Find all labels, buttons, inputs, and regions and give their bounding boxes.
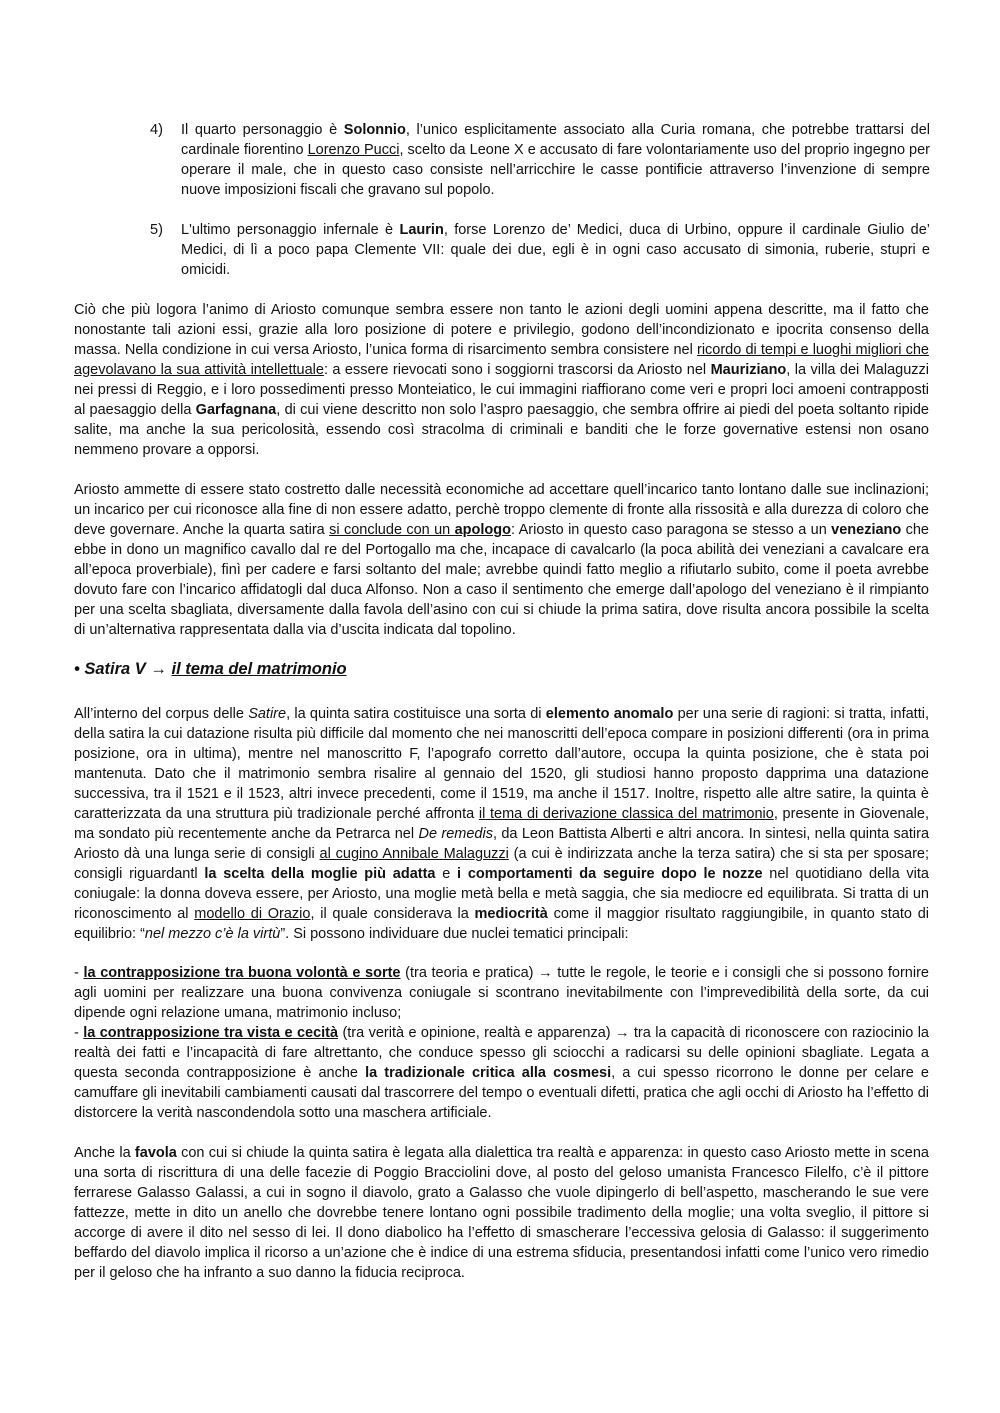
heading-prefix: • Satira V → bbox=[74, 660, 172, 678]
text-run: L'ultimo personaggio infernale è bbox=[181, 222, 400, 238]
text-run: Il quarto personaggio è bbox=[181, 122, 344, 138]
text-run: elemento anomalo bbox=[545, 706, 674, 722]
text-run: ”. Si possono individuare due nuclei tematici principali: bbox=[280, 926, 629, 942]
text-run: i comportamenti da seguire dopo le nozze bbox=[457, 866, 763, 882]
list-number: 5) bbox=[150, 222, 163, 238]
text-run: , forse Lorenzo de’ Medici, duca di Urbino, oppure il cardinale Giulio de’ Medici, di lì a poco papa Clemente VII: quale dei due, egli è in ogni caso accusato di simonia, ruberie, stupri e omicidi. bbox=[181, 222, 930, 278]
text-run: All’interno del corpus delle bbox=[74, 706, 249, 722]
text-run: che ebbe in dono un magnifico cavallo dal re del Portogallo ma che, incapace di cavalcarlo (la poca abilità dei veneziani a cavalcare era all’epoca proverbiale), finì per cadere e farsi soltanto del male; avrebbe quindi fatto meglio a rifiutarlo subito, come il poeta avrebbe dovuto fare con l’incarico affidatogli dal duca Alfonso. Non a caso il sentimento che emerge dall’apologo del veneziano è il rimpianto per una scelta sbagliata, diversamente dalla favola dell’asino con cui si chiude la prima satira, dove risulta ancora possibile la scelta di un’alternativa rappresentata dalla via d’uscita indicata dal topolino. bbox=[74, 522, 929, 638]
text-run: : Ariosto in questo caso paragona se stesso a un bbox=[511, 522, 832, 538]
text-run: Ciò che più logora l’animo di Ariosto comunque sembra essere non tanto le azioni degli uomini appena descritte, ma il fatto che nonostante tali azioni essi, grazie alla loro posizione di potere e privilegio, godono dell’incondizionato e ipocrita consenso della massa. Nella condizione in cui versa Ariosto, l’unica forma di risarcimento sembra consistere nel bbox=[74, 302, 929, 358]
text-run: : a essere rievocati sono i soggiorni trascorsi da Ariosto nel bbox=[323, 362, 711, 378]
text-run: , la quinta satira costituisce una sorta di bbox=[286, 706, 546, 722]
paragraph-text bbox=[74, 963, 929, 1023]
paragraph-favola bbox=[74, 1143, 929, 1283]
paragraph-text bbox=[74, 1023, 929, 1123]
text-run: veneziano bbox=[831, 522, 902, 538]
text-run: apologo bbox=[454, 522, 511, 538]
heading-title: il tema del matrimonio bbox=[171, 660, 347, 678]
list-number: 4) bbox=[150, 122, 163, 138]
text-run: si conclude con un bbox=[329, 522, 455, 538]
text-run: modello di Orazio bbox=[194, 906, 311, 922]
text-run: , il quale considerava la bbox=[310, 906, 475, 922]
text-run: favola bbox=[134, 1145, 177, 1161]
paragraph-text bbox=[74, 704, 929, 944]
text-run: per una serie di ragioni: si tratta, infatti, della satira la cui datazione risulta più difficile dal momento che nei manoscritti dell’epoca compare in posizioni differenti (ora in prima posizione, ora in ultima), mentre nel manoscritto F, l’apografo corretto dall’autore, occupa la quinta posizione, che è stata poi mantenuta. Dato che il matrimonio sembra risalire al gennaio del 1520, gli studiosi hanno proposto dapprima una datazione successiva, tra il 1521 e il 1523, altri invece precedenti, come il 1519, ma anche il 1517. Inoltre, rispetto alle altre satire, la quinta è caratterizzata da una struttura più tradizionale perché affronta bbox=[74, 706, 929, 822]
text-run: con cui si chiude la quinta satira è legata alla dialettica tra realtà e apparenza: in questo caso Ariosto mette in scena una sorta di riscrittura di una delle facezie di Poggio Bracciolini dove, al posto del geloso umanista Francesco Filelfo, c’è il pittore ferrarese Galasso Galassi, a cui in sogno il diavolo, grato a Galasso che vuole dipingerlo di bell’aspetto, mascherando le sue vere fattezze, mette in dito un anello che dovrebbe tenere lontano ogni possibile tradimento della moglie; una volta sveglio, il pittore si accorge di avere il dito nel sesso di lei. Il dono diabolico ha l’effetto di smascherare l’eccessiva gelosia di Galasso: il suggerimento beffardo del diavolo implica il ricorso a un’azione che è indice di una estrema sfiducia, presentandosi infatti come l’unico vero rimedio per il geloso che ha infranto a suo danno la fiducia reciproca. bbox=[74, 1145, 929, 1281]
text-run: il tema di derivazione classica del matrimonio bbox=[478, 806, 774, 822]
text-run: , la villa dei Malaguzzi nei pressi di Reggio, e i loro possedimenti presso Monteiatico, le cui immagini riaffiorano come veri e propri loci amoeni contrapposti al paesaggio della bbox=[74, 362, 929, 418]
text-run: Anche la bbox=[74, 1145, 135, 1161]
text-run: , l’unico esplicitamente associato alla Curia romana, che potrebbe trattarsi del cardinale fiorentino bbox=[181, 122, 930, 158]
text-run: ricordo di tempi e luoghi migliori che agevolavano la sua attività intellettuale bbox=[74, 342, 929, 378]
paragraph-text bbox=[74, 1143, 929, 1283]
paragraph-text bbox=[74, 480, 929, 640]
text-run: come il maggior risultato raggiungibile, in quanto stato di equilibrio: “ bbox=[74, 906, 929, 942]
text-run: e bbox=[435, 866, 458, 882]
paragraph-contrapposizioni bbox=[74, 963, 929, 1123]
text-run: - bbox=[74, 1025, 84, 1041]
text-run: nel quotidiano della vita coniugale: la donna doveva essere, per Ariosto, una moglie metà bella e metà saggia, che sia mediocre ed equilibrata. Si tratta di un riconoscimento al bbox=[74, 866, 929, 922]
text-run: , presente in Giovenale, ma sondato più recentemente anche da Petrarca nel bbox=[74, 806, 929, 842]
paragraph-apologo bbox=[74, 480, 929, 640]
text-run: (tra teoria e pratica) → tutte le regole, le teorie e i consigli che si possono fornire agli uomini per realizzare una buona convivenza coniugale si scontrano inevitabilmente con l’imprevedibilità della sorte, da cui dipende ogni relazione umana, matrimonio incluso; bbox=[74, 965, 929, 1021]
section-heading bbox=[74, 658, 347, 680]
text-run: la contrapposizione tra vista e cecità bbox=[83, 1025, 339, 1041]
text-run: al cugino Annibale Malaguzzi bbox=[319, 846, 509, 862]
text-run: mediocrità bbox=[474, 906, 548, 922]
text-run: De remedis bbox=[418, 826, 493, 842]
paragraph-corpus bbox=[74, 704, 929, 944]
text-run: Lorenzo Pucci bbox=[307, 142, 400, 158]
list-item-text bbox=[181, 120, 930, 200]
text-run: la tradizionale critica alla cosmesi bbox=[365, 1065, 612, 1081]
list-item-text bbox=[181, 220, 930, 280]
text-run: Solonnio bbox=[343, 122, 406, 138]
text-run: la scelta della moglie più adatta bbox=[204, 866, 436, 882]
text-run: Ariosto ammette di essere stato costretto dalle necessità economiche ad accettare quell’incarico tanto lontano dalle sue inclinazioni; un incarico per cui riconosce alla fine di non essere adatto, perchè troppo clemente di fronte alla rissosità e alla durezza di coloro che deve governare. Anche la quarta satira bbox=[74, 482, 929, 538]
text-run: , da Leon Battista Alberti e altri ancora. In sintesi, nella quinta satira Ariosto dà una lunga serie di consigli bbox=[74, 826, 930, 862]
paragraph-ricordo bbox=[74, 300, 929, 460]
text-run: Laurin bbox=[399, 222, 444, 238]
text-run: Garfagnana bbox=[195, 402, 277, 418]
paragraph-text bbox=[74, 300, 929, 460]
text-run: (tra verità e opinione, realtà e apparenza) → tra la capacità di riconoscere con raziocinio la realtà dei fatti e l’incapacità di fare altrettanto, che conduce spesso gli sciocchi a radicarsi su delle opinioni sbagliate. Legata a questa seconda contrapposizione è anche bbox=[74, 1025, 929, 1081]
text-run: , scelto da Leone X e accusato di fare volontariamente uso del proprio ingegno per operare il male, che in questo caso consiste nell’arricchire le casse pontificie attraverso l’invenzione di sempre nuove imposizioni fiscali che gravano sul popolo. bbox=[181, 142, 930, 198]
text-run: Mauriziano bbox=[710, 362, 787, 378]
text-run: Satire bbox=[248, 706, 287, 722]
text-run: , di cui viene descritto non solo l’aspro paesaggio, che sembra offrire ai piedi del poeta soltanto ripide salite, ma anche la sua pericolosità, essendo così stracolma di criminali e banditi che le forze governative estensi non osano nemmeno provare a opporsi. bbox=[74, 402, 930, 458]
text-run: la contrapposizione tra buona volontà e sorte bbox=[83, 965, 401, 981]
text-run: (a cui è indirizzata anche la terza satira) che si sta per sposare; consigli riguardantl bbox=[74, 846, 929, 882]
text-run: , a cui spesso ricorrono le donne per celare e camuffare gli inevitabili cambiamenti causati dal trascorrere del tempo o eventuali difetti, pratica che agli occhi di Ariosto ha l’effetto di distorcere la verità nascondendola sotto una maschera artificiale. bbox=[74, 1065, 929, 1121]
text-run: nel mezzo c’è la virtù bbox=[144, 926, 281, 942]
text-run: - bbox=[74, 965, 84, 981]
